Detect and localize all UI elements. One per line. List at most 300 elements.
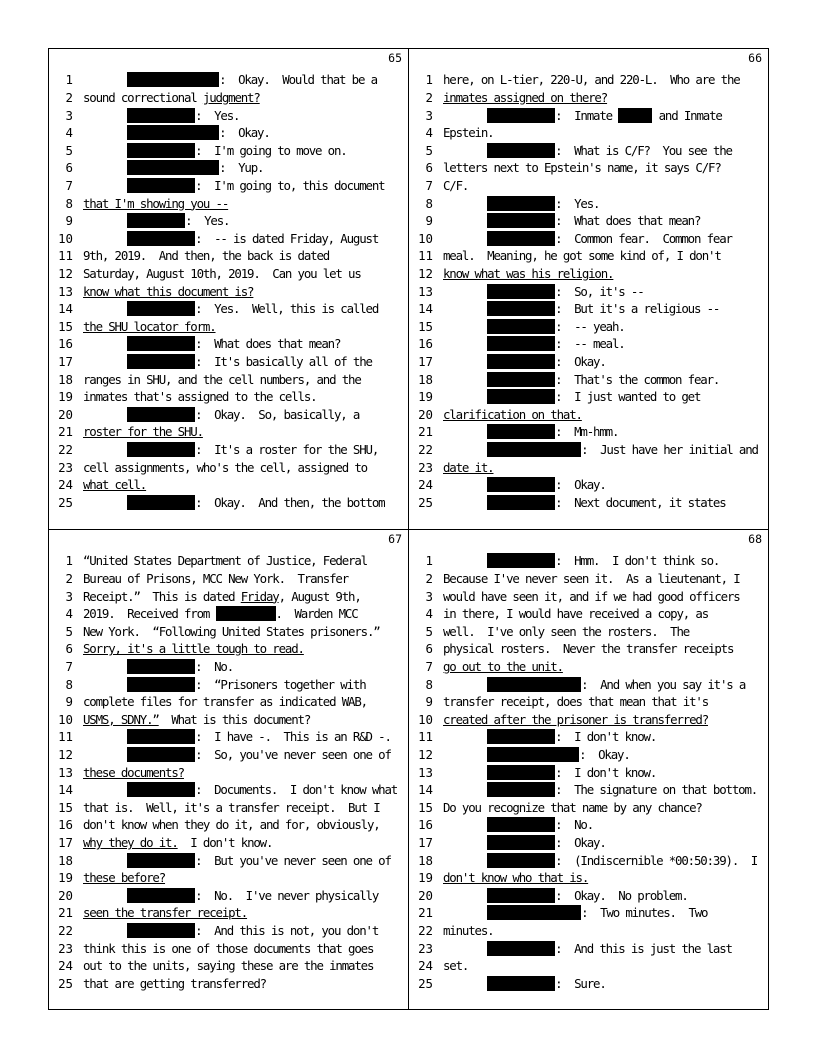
line-number: 5 [425, 142, 433, 158]
redaction-bar [127, 160, 219, 175]
line-number: 8 [425, 195, 433, 211]
line-text [83, 799, 380, 816]
line-text-segment: : So, you've never seen one of [195, 747, 391, 762]
transcript-line [409, 388, 768, 405]
line-text-segment: : No. [195, 659, 234, 674]
line-text-segment: : But you've never seen one of [195, 852, 391, 868]
line-text-segment: : I have -. This is an R&D -. [195, 729, 391, 745]
line-number: 6 [425, 160, 433, 176]
line-number: 4 [65, 125, 73, 141]
redaction-bar [127, 231, 195, 246]
line-number: 7 [65, 659, 73, 674]
redaction-bar [487, 143, 555, 158]
transcript-line [49, 318, 408, 335]
line-text-segment: set. [443, 958, 469, 974]
line-number: 14 [418, 782, 433, 798]
transcript-line [409, 371, 768, 388]
redaction-bar [127, 495, 195, 510]
line-text [443, 300, 719, 317]
line-text [443, 212, 700, 229]
line-text [443, 353, 606, 370]
line-text-segment [443, 301, 487, 316]
line-text-segment: here, on L-tier, 220-U, and 220-L. Who are the [443, 72, 740, 88]
redaction-bar [127, 677, 195, 692]
line-number: 24 [418, 958, 433, 974]
transcript-line [409, 71, 768, 88]
line-text-segment [83, 160, 127, 175]
line-text-segment: clarification on that. [443, 406, 582, 422]
line-text [443, 869, 588, 886]
line-text [83, 459, 367, 476]
transcript-line [49, 335, 408, 352]
line-number: 21 [418, 905, 433, 921]
line-text [83, 265, 361, 282]
redaction-bar [487, 677, 581, 692]
line-number: 24 [418, 477, 433, 493]
line-text-segment [83, 108, 127, 123]
line-text-segment [83, 407, 127, 422]
line-text [83, 300, 378, 317]
line-text-segment [83, 659, 127, 674]
line-text-segment: : I don't know. [555, 764, 657, 780]
line-text [443, 693, 708, 710]
line-number: 16 [58, 817, 73, 833]
line-text-segment: : Okay. [555, 477, 606, 493]
line-text [83, 693, 367, 710]
line-text [83, 247, 329, 264]
line-text-segment: : And when you say it's a [581, 676, 746, 692]
line-number: 20 [58, 406, 73, 422]
line-number: 21 [418, 424, 433, 440]
line-text-segment: physical rosters. Never the transfer receipts [443, 641, 734, 657]
line-number: 16 [58, 336, 73, 352]
redaction-bar [487, 319, 555, 334]
line-text-segment: : Okay. And then, the bottom [195, 494, 385, 510]
line-number: 2 [425, 90, 433, 105]
line-number: 13 [418, 764, 433, 780]
line-text-segment [83, 495, 127, 510]
line-number: 19 [418, 870, 433, 886]
transcript-line [409, 107, 768, 124]
line-text-segment: Friday [240, 588, 279, 604]
transcript-line [49, 423, 408, 440]
line-text-segment [443, 319, 487, 334]
line-number: 17 [58, 354, 73, 369]
line-text-segment: : It's a roster for the SHU, [195, 442, 379, 457]
line-text-segment: What is this document? [158, 711, 311, 727]
line-text-segment: : “Prisoners together with [195, 676, 366, 692]
transcript-line [409, 459, 768, 476]
transcript-line [409, 728, 768, 745]
redaction-bar [487, 213, 555, 228]
line-text [83, 904, 247, 921]
line-text-segment: sound correctional [83, 90, 203, 105]
transcript-line [409, 623, 768, 640]
line-number: 22 [58, 923, 73, 938]
line-text-segment: don't know who that is. [443, 870, 589, 886]
line-number: 14 [58, 301, 73, 317]
transcript-page-68 [409, 530, 768, 1010]
line-text-segment [443, 553, 487, 568]
line-text [83, 283, 253, 300]
line-text-segment: : So, it's -- [555, 283, 644, 299]
line-text-segment [443, 835, 487, 850]
line-text [443, 940, 732, 957]
redaction-bar [127, 729, 195, 744]
line-text-segment [443, 976, 487, 991]
transcript-line [49, 247, 408, 264]
transcript-line [409, 922, 768, 939]
line-number: 3 [425, 588, 433, 604]
line-text [443, 459, 493, 476]
line-text-segment: : Yes. Well, this is called [195, 301, 379, 317]
transcript-line [409, 764, 768, 781]
line-number: 5 [425, 623, 433, 639]
line-text [83, 728, 391, 745]
line-number: 6 [425, 641, 433, 657]
line-text [443, 922, 493, 939]
line-text [83, 957, 373, 974]
transcript-line [409, 834, 768, 851]
transcript-line [49, 816, 408, 833]
redaction-bar [127, 407, 195, 422]
line-number: 3 [425, 107, 433, 123]
line-number: 22 [58, 442, 73, 457]
redaction-bar [487, 495, 555, 510]
line-text-segment [443, 336, 487, 351]
line-text-segment [83, 354, 127, 369]
line-text [83, 940, 373, 957]
line-number: 25 [418, 975, 433, 991]
line-text [443, 852, 757, 869]
line-text-segment [83, 677, 127, 692]
transcript-line [409, 552, 768, 569]
line-text-segment: : -- meal. [555, 336, 625, 352]
transcript-line [49, 852, 408, 869]
transcript-line [409, 940, 768, 957]
redaction-bar [127, 108, 195, 123]
line-number: 7 [425, 659, 433, 674]
line-text [443, 335, 625, 352]
line-text [443, 388, 700, 405]
line-text-segment: C/F. [443, 178, 469, 193]
line-number: 15 [418, 318, 433, 334]
line-number: 20 [418, 406, 433, 422]
line-text [83, 887, 378, 904]
transcript-line [409, 869, 768, 886]
line-text [83, 159, 263, 176]
line-number: 11 [418, 729, 433, 745]
line-text [443, 975, 606, 992]
line-text [443, 834, 606, 851]
page-number: 68 [748, 532, 762, 546]
line-text-segment [83, 923, 127, 938]
line-text [83, 318, 216, 335]
line-text [443, 658, 563, 675]
line-text-segment: well. I've only seen the rosters. The [443, 623, 690, 639]
redaction-bar [127, 213, 185, 228]
line-text-segment [443, 888, 487, 903]
line-text [83, 623, 380, 640]
line-text-segment: : Okay. Would that be a [219, 72, 377, 88]
line-text-segment: : Okay. [219, 125, 270, 141]
line-text [443, 89, 607, 106]
line-number: 1 [65, 72, 73, 88]
transcript-line [49, 676, 408, 693]
line-text-segment: letters next to Epstein's name, it says C/F? [443, 160, 721, 176]
line-number: 2 [65, 571, 73, 586]
redaction-bar [127, 125, 219, 140]
line-text [83, 869, 165, 886]
redaction-bar [487, 888, 555, 903]
line-text-segment: would have seen it, and if we had good officers [443, 588, 740, 604]
line-number: 25 [58, 494, 73, 510]
line-number: 18 [418, 852, 433, 868]
line-text [443, 441, 758, 458]
line-text-segment: : Documents. I don't know what [195, 782, 398, 798]
transcript-line [409, 177, 768, 194]
line-text-segment: : -- is dated Friday, August [195, 230, 379, 246]
line-text-segment: ranges in SHU, and the cell numbers, and the [83, 371, 361, 387]
line-text-segment [443, 782, 487, 797]
redaction-bar [487, 729, 555, 744]
transcript-line [409, 605, 768, 622]
line-text-segment [443, 729, 487, 744]
line-text [83, 852, 391, 869]
line-text-segment [443, 108, 487, 123]
line-number: 4 [425, 125, 433, 141]
line-text-segment: the SHU locator form. [83, 318, 216, 334]
redaction-bar [487, 108, 555, 123]
transcript-line [49, 371, 408, 388]
line-text-segment [443, 424, 487, 439]
transcript-line [49, 476, 408, 493]
line-text [83, 711, 310, 728]
line-text-segment [83, 125, 127, 140]
transcript-line [409, 887, 768, 904]
line-text-segment [83, 178, 127, 193]
line-text [83, 230, 378, 247]
line-text [443, 588, 740, 605]
line-text-segment [443, 765, 487, 780]
line-text-segment: Bureau of Prisons, MCC New York. Transfer [83, 571, 349, 586]
line-text [83, 781, 397, 798]
line-text [443, 570, 740, 587]
line-number: 12 [418, 747, 433, 762]
transcript-line [409, 658, 768, 675]
transcript-line [409, 265, 768, 282]
line-text-segment [443, 284, 487, 299]
redaction-bar [487, 905, 581, 920]
transcript-line [49, 283, 408, 300]
line-text-segment: : I don't know. [555, 729, 657, 745]
line-number: 10 [58, 711, 73, 727]
line-text-segment [443, 372, 487, 387]
line-text-segment: USMS, SDNY.” [83, 711, 159, 727]
redaction-bar [487, 196, 555, 211]
transcript-line [49, 552, 408, 569]
line-number: 6 [65, 160, 73, 176]
line-text-segment: Epstein. [443, 125, 494, 141]
line-text [443, 107, 722, 124]
line-text-segment: : It's basically all of the [195, 354, 372, 369]
transcript-line [49, 300, 408, 317]
transcript-line [49, 265, 408, 282]
line-text-segment: : Next document, it states [555, 494, 726, 510]
line-text [443, 71, 740, 88]
line-text-segment: and Inmate [652, 107, 722, 123]
line-text-segment: cell assignments, who's the cell, assigned to [83, 459, 367, 475]
transcript-line [49, 834, 408, 851]
transcript-line [409, 195, 768, 212]
line-text-segment [83, 782, 127, 797]
transcript-line [49, 212, 408, 229]
redaction-bar [487, 553, 555, 568]
line-text-segment: go out to the unit. [443, 659, 563, 674]
line-text-segment: “United States Department of Justice, Federal [83, 553, 367, 569]
line-text-segment: Saturday, August 10th, 2019. Can you let us [83, 266, 361, 281]
line-text-segment: : (Indiscernible *00:50:39). I [555, 852, 758, 868]
line-text-segment: : What does that mean? [195, 336, 341, 352]
line-text-segment [83, 231, 127, 246]
line-text-segment [83, 301, 127, 316]
line-text-segment: : Just have her initial and [581, 442, 758, 457]
line-text [443, 124, 493, 141]
line-text [83, 922, 378, 939]
line-text-segment: know what this document is? [83, 283, 254, 299]
line-text-segment [443, 747, 487, 762]
line-text-segment: : But it's a religious -- [555, 301, 720, 317]
line-number: 12 [418, 266, 433, 281]
line-number: 5 [65, 623, 73, 639]
line-text-segment: don't know when they do it, and for, obviously, [83, 817, 380, 833]
line-number: 15 [418, 799, 433, 815]
redaction-bar [487, 442, 581, 457]
line-number: 9 [65, 213, 73, 229]
line-text-segment: that is. Well, it's a transfer receipt. But I [83, 799, 380, 815]
redaction-bar [618, 108, 652, 123]
line-text [443, 887, 688, 904]
redaction-bar [487, 354, 555, 369]
line-text [443, 371, 719, 388]
line-number: 24 [58, 958, 73, 974]
transcript-line [49, 904, 408, 921]
line-number: 17 [418, 835, 433, 850]
line-number: 25 [58, 975, 73, 991]
line-number: 22 [418, 923, 433, 938]
line-text [83, 335, 340, 352]
transcript-line [49, 459, 408, 476]
transcript-line [409, 283, 768, 300]
line-number: 1 [65, 553, 73, 569]
redaction-bar [127, 178, 195, 193]
line-text-segment: created after the prisoner is transferred? [443, 711, 709, 727]
line-text [443, 283, 644, 300]
transcript-line [49, 195, 408, 212]
transcript-line [409, 975, 768, 992]
redaction-bar [487, 835, 555, 850]
line-number: 9 [65, 694, 73, 710]
line-text-segment: : Yes. [195, 107, 240, 123]
line-text-segment [443, 905, 487, 920]
transcript-line [409, 711, 768, 728]
line-text-segment: roster for the SHU. [83, 424, 203, 440]
line-text-segment: judgment? [202, 90, 260, 105]
line-text [83, 353, 372, 370]
line-text [83, 476, 146, 493]
transcript-line [49, 975, 408, 992]
redaction-bar [127, 923, 195, 938]
transcript-line [49, 781, 408, 798]
line-text [443, 230, 732, 247]
line-text-segment: that are getting transferred? [83, 975, 266, 991]
line-number: 19 [58, 389, 73, 405]
line-text-segment [83, 72, 127, 87]
line-text-segment: why they do it. [83, 835, 178, 850]
transcript-line [409, 676, 768, 693]
line-number: 13 [58, 283, 73, 299]
redaction-bar [487, 372, 555, 387]
redaction-bar [487, 284, 555, 299]
line-text [83, 177, 384, 194]
line-number: 4 [425, 606, 433, 622]
line-number: 18 [58, 852, 73, 868]
line-text-segment: : Okay. [555, 835, 606, 850]
line-text [83, 406, 359, 423]
line-number: 15 [58, 318, 73, 334]
line-text-segment: meal. Meaning, he got some kind of, I don't [443, 248, 721, 264]
line-text-segment: : What does that mean? [555, 213, 701, 229]
transcript-line [409, 335, 768, 352]
line-number: 3 [65, 588, 73, 604]
line-number: 17 [418, 354, 433, 369]
transcript-line [49, 728, 408, 745]
line-text-segment [443, 677, 487, 692]
line-number: 25 [418, 494, 433, 510]
line-text-segment: : The signature on that bottom. [555, 782, 758, 798]
line-text-segment: think this is one of those documents that goes [83, 940, 374, 956]
line-text [443, 711, 708, 728]
transcript-line [49, 388, 408, 405]
line-text-segment [443, 231, 487, 246]
transcript-line [409, 441, 768, 458]
line-text-segment: : Two minutes. Two [581, 905, 708, 921]
line-number: 6 [65, 641, 73, 657]
line-text [83, 195, 228, 212]
redaction-bar [127, 782, 195, 797]
line-text-segment [443, 143, 487, 158]
transcript-line [49, 353, 408, 370]
line-number: 23 [58, 459, 73, 475]
line-text-segment: Receipt.” This is dated [83, 588, 241, 604]
transcript-line [409, 799, 768, 816]
line-text [443, 605, 708, 622]
transcript-line [49, 570, 408, 587]
line-text [443, 764, 656, 781]
line-text [443, 476, 606, 493]
line-text-segment: 9th, 2019. And then, the back is dated [83, 248, 330, 264]
line-number: 19 [418, 389, 433, 405]
transcript-line [49, 623, 408, 640]
transcript-line [409, 318, 768, 335]
redaction-bar [487, 976, 555, 991]
line-text [443, 552, 719, 569]
redaction-bar [487, 765, 555, 780]
line-text [443, 142, 732, 159]
line-text-segment [443, 213, 487, 228]
line-text-segment [443, 389, 487, 404]
transcript-line [49, 764, 408, 781]
